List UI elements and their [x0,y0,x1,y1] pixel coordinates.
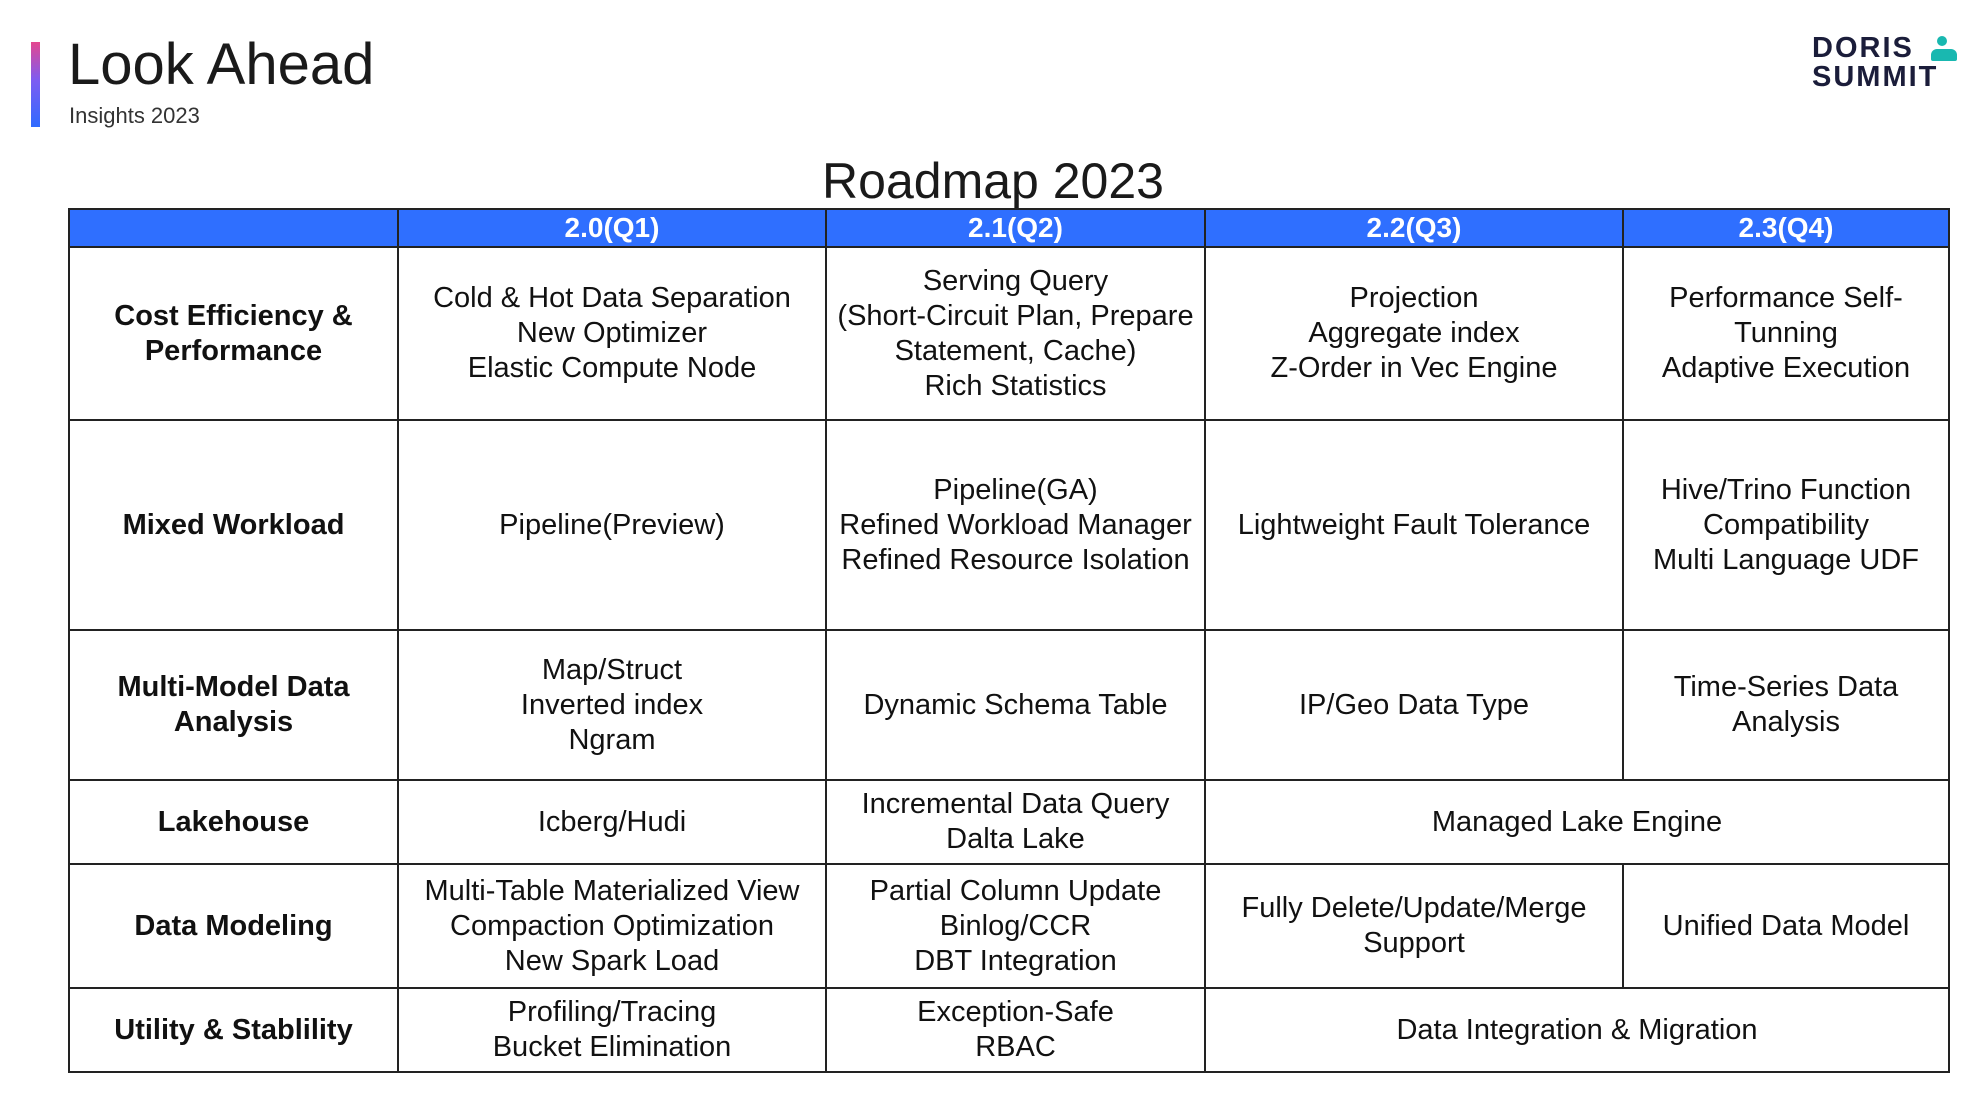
table-row [69,988,1949,1072]
cell-item: Multi-Table Materialized View [424,874,800,907]
cell-item: Z-Order in Vec Engine [1270,352,1558,384]
table-cell [1623,420,1949,630]
logo-mark-icon [1931,36,1961,62]
column-header-blank [69,209,398,247]
cell-item: (Short-Circuit Plan, Prepare Statement, Cache) [837,299,1194,367]
page-title: Look Ahead [68,32,375,97]
column-header-q2: 2.1(Q2) [826,209,1205,247]
table-cell-merged [1205,988,1949,1072]
cell-item: Hive/Trino Function Compatibility [1660,473,1912,541]
cell-item: Partial Column Update [869,874,1162,907]
table-cell [826,780,1205,864]
table-cell [1205,420,1623,630]
table-row [69,247,1949,420]
cell-item: Pipeline(GA) [933,473,1098,506]
cell-item: Time-Series Data Analysis [1673,671,1899,738]
cell-item: Fully Delete/Update/Merge Support [1241,892,1587,959]
cell-item: Ngram [568,723,656,756]
cell-item: Icberg/Hudi [537,805,687,838]
row-label: Cost Efficiency & Performance [69,247,398,420]
cell-item: IP/Geo Data Type [1299,688,1529,721]
cell-item: Inverted index [520,688,704,721]
cell-item: Binlog/CCR [939,909,1092,942]
accent-bar [31,42,40,127]
cell-item: DBT Integration [914,944,1117,977]
table-cell [826,420,1205,630]
table-cell [826,988,1205,1072]
table-row [69,864,1949,988]
row-label: Lakehouse [69,780,398,864]
row-label: Mixed Workload [69,420,398,630]
table-header-row [69,209,1949,247]
cell-item: Aggregate index [1308,317,1520,349]
cell-item: New Optimizer [516,317,708,349]
logo-text-doris: DORIS [1812,32,1914,64]
column-header-q1: 2.0(Q1) [398,209,826,247]
cell-item: Data Integration & Migration [1396,1013,1758,1046]
column-header-q4: 2.3(Q4) [1623,209,1949,247]
cell-item: Serving Query [922,264,1109,297]
cell-item: RBAC [975,1031,1056,1063]
column-header-q3: 2.2(Q3) [1205,209,1623,247]
cell-item: Dynamic Schema Table [863,688,1168,721]
table-cell [398,988,826,1072]
cell-item: Exception-Safe [917,996,1114,1028]
table-cell [398,780,826,864]
cell-item: Incremental Data Query [861,788,1170,820]
table-row [69,630,1949,780]
cell-item: Performance Self-Tunning [1669,282,1903,349]
table-cell [826,864,1205,988]
cell-item: Profiling/Tracing [507,996,717,1028]
cell-item: Map/Struct [541,653,683,686]
table-cell [398,247,826,420]
table-cell [398,864,826,988]
logo-text-summit: SUMMIT [1812,61,1939,93]
cell-item: Cold & Hot Data Separation [433,282,791,314]
table-cell [398,420,826,630]
row-label: Data Modeling [69,864,398,988]
cell-item: Bucket Elimination [492,1031,732,1063]
page-subtitle: Insights 2023 [69,103,200,128]
table-row [69,420,1949,630]
table-cell [1623,247,1949,420]
table-cell [1205,864,1623,988]
cell-item: Adaptive Execution [1661,352,1911,384]
table-cell [1205,247,1623,420]
table-cell [1623,630,1949,780]
cell-item: Unified Data Model [1662,909,1910,942]
roadmap-title: Roadmap 2023 [822,153,1164,209]
row-label: Utility & Stablility [69,988,398,1072]
cell-item: New Spark Load [504,944,720,977]
cell-item: Refined Resource Isolation [841,543,1190,576]
table-row [69,780,1949,864]
cell-item: Dalta Lake [946,823,1085,855]
cell-item: Rich Statistics [924,369,1107,402]
cell-item: Lightweight Fault Tolerance [1237,508,1591,541]
table-cell-merged [1205,780,1949,864]
table-cell [826,630,1205,780]
row-label: Multi-Model Data Analysis [69,630,398,780]
cell-item: Refined Workload Manager [839,508,1192,541]
table-cell [1623,864,1949,988]
cell-item: Managed Lake Engine [1431,805,1723,838]
cell-item: Projection [1349,282,1479,314]
table-cell [1205,630,1623,780]
doris-summit-logo [1812,34,1962,92]
table-cell [826,247,1205,420]
table-cell [398,630,826,780]
cell-item: Elastic Compute Node [467,352,757,384]
cell-item: Pipeline(Preview) [499,508,725,541]
roadmap-table [68,208,1950,1073]
cell-item: Compaction Optimization [450,909,774,942]
cell-item: Multi Language UDF [1653,543,1919,576]
